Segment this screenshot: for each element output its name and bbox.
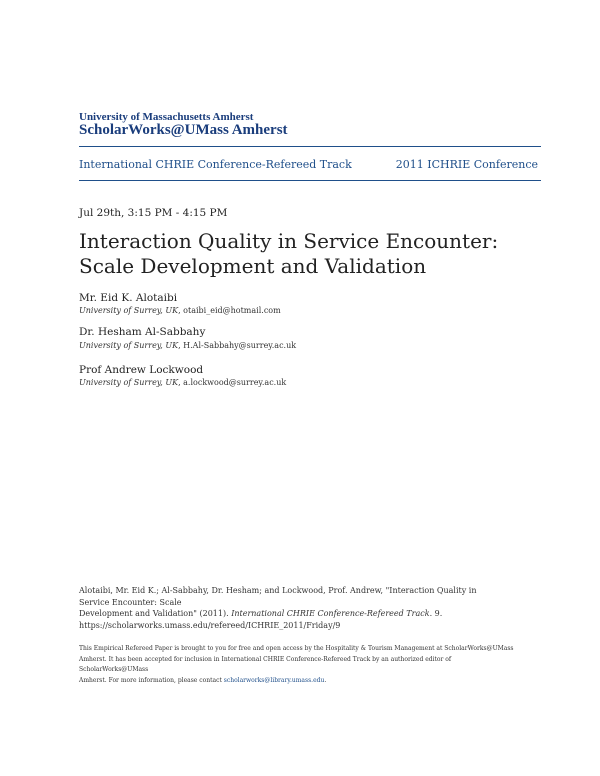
author-name: Prof Andrew Lockwood (79, 364, 204, 376)
contact-email-link[interactable]: scholarworks@library.umass.edu (223, 676, 325, 684)
author-email: , otaibi_eid@hotmail.com (178, 306, 281, 315)
institution-name[interactable]: University of Massachusetts Amherst (79, 111, 254, 123)
author-name: Mr. Eid K. Alotaibi (79, 292, 178, 304)
author-email: , a.lockwood@surrey.ac.uk (178, 378, 287, 387)
paper-title: Interaction Quality in Service Encounter: Scale Development and Validation (79, 229, 499, 278)
affiliation-text: University of Surrey, UK (79, 378, 179, 387)
session-date-time: Jul 29th, 3:15 PM - 4:15 PM (79, 207, 228, 219)
notice-text: Amherst. For more information, please contact (79, 676, 224, 684)
top-divider (79, 146, 541, 147)
citation-url[interactable]: https://scholarworks.umass.edu/refereed/ICHRIE_2011/Friday/9 (79, 620, 341, 630)
author-affiliation (79, 306, 281, 315)
affiliation-text: University of Surrey, UK (79, 306, 179, 315)
author-affiliation (79, 341, 296, 350)
series-track-link[interactable]: International CHRIE Conference-Refereed Track (79, 158, 352, 171)
citation-line (79, 608, 509, 620)
notice-line (79, 676, 519, 687)
author-affiliation (79, 378, 286, 387)
citation-journal: International CHRIE Conference-Refereed Track (231, 609, 430, 618)
conference-link[interactable]: 2011 ICHRIE Conference (395, 158, 538, 171)
notice-line: This Empirical Refereed Paper is brought to you for free and open access by the Hospitality & Tourism Management at ScholarWorks@UMass (79, 645, 514, 652)
citation-line: Alotaibi, Mr. Eid K.; Al-Sabbahy, Dr. Hesham; and Lockwood, Prof. Andrew, "Interaction Quality in Service Encounter: Scale (79, 586, 477, 607)
recommended-citation (79, 585, 509, 631)
notice-line: Amherst. It has been accepted for inclusion in International CHRIE Conference-Refereed Track by an authorized editor of ScholarWorks@UMass (79, 655, 452, 673)
author-email: , H.Al-Sabbahy@surrey.ac.uk (178, 341, 297, 350)
citation-text: . 9. (429, 609, 443, 618)
access-notice (79, 644, 519, 686)
repository-name[interactable]: ScholarWorks@UMass Amherst (79, 122, 288, 138)
bottom-divider (79, 180, 541, 181)
author-name: Dr. Hesham Al-Sabbahy (79, 326, 206, 338)
affiliation-text: University of Surrey, UK (79, 341, 179, 350)
notice-text: . (324, 676, 327, 684)
citation-text: Development and Validation" (2011). (79, 609, 232, 618)
